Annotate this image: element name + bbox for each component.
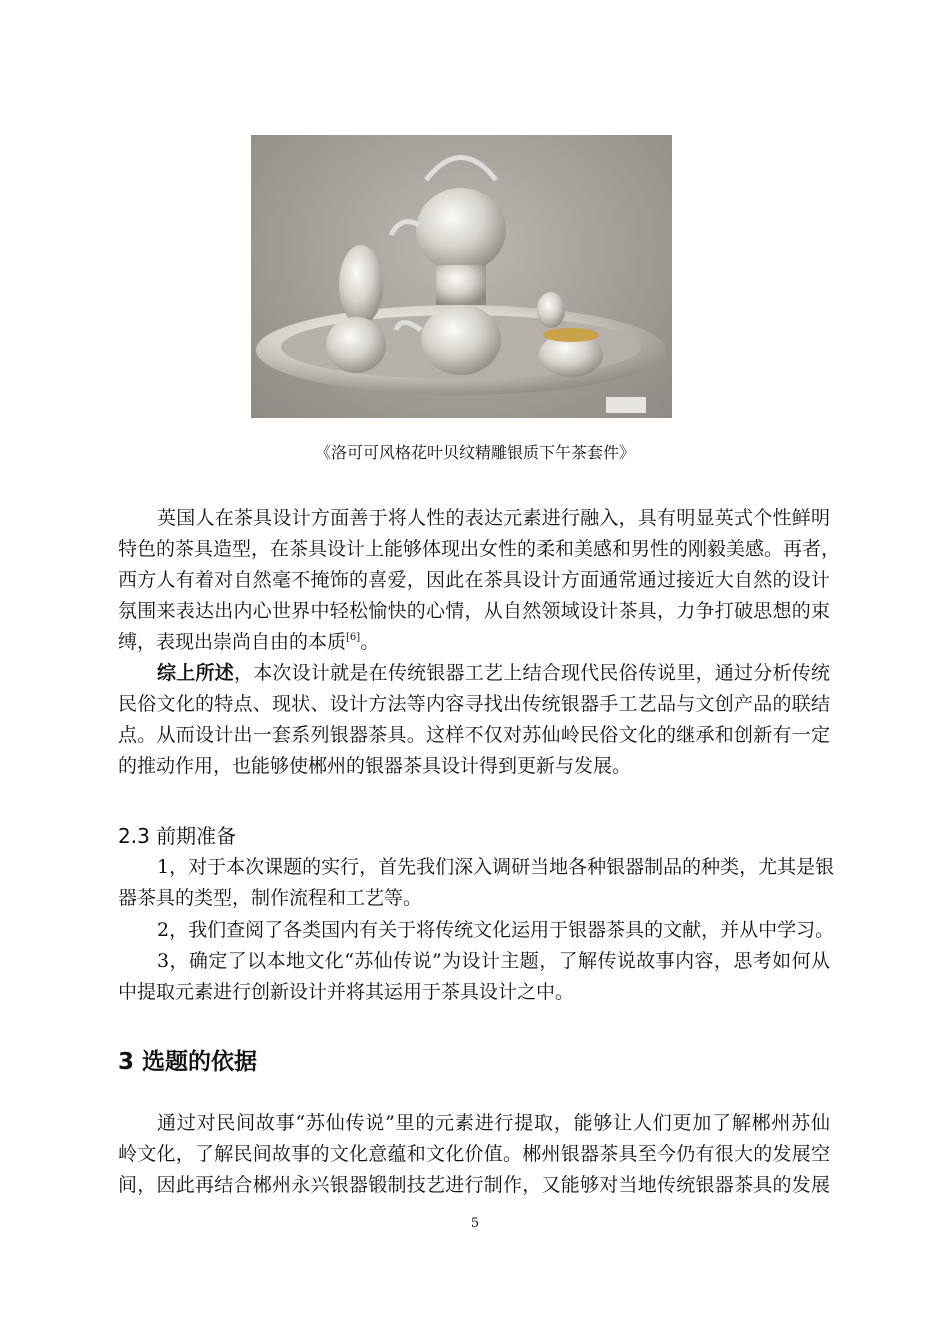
paragraph-line: 民俗文化的特点、现状、设计方法等内容寻找出传统银器手工艺品与文创产品的联结 <box>118 693 830 715</box>
paragraph-line: 中提取元素进行创新设计并将其运用于茶具设计之中。 <box>118 981 575 1003</box>
page-number: 5 <box>470 1216 480 1231</box>
citation: [6] <box>346 632 361 643</box>
paragraph-line: 特色的茶具造型，在茶具设计上能够体现出女性的柔和美感和男性的刚毅美感。再者， <box>118 538 841 560</box>
paragraph-line: 3，确定了以本地文化“苏仙传说”为设计主题，了解传说故事内容，思考如何从 <box>157 950 830 972</box>
paragraph-line: 1，对于本次课题的实行，首先我们深入调研当地各种银器制品的种类，尤其是银 <box>157 856 835 878</box>
paragraph-line: 通过对民间故事“苏仙传说”里的元素进行提取，能够让人们更加了解郴州苏仙 <box>157 1112 830 1134</box>
paragraph-line: 的推动作用，也能够使郴州的银器茶具设计得到更新与发展。 <box>118 755 632 777</box>
text: 。 <box>360 631 380 653</box>
tea-set-illustration <box>251 135 672 418</box>
paragraph-line: 器茶具的类型，制作流程和工艺等。 <box>118 887 423 909</box>
paragraph-line: 2，我们查阅了各类国内有关于将传统文化运用于银器茶具的文献，并从中学习。 <box>157 919 835 941</box>
paragraph-line: 英国人在茶具设计方面善于将人性的表达元素进行融入，具有明显英式个性鲜明 <box>157 507 830 529</box>
chapter-heading: 3 选题的依据 <box>118 1049 258 1075</box>
bold-lead: 综上所述 <box>157 662 234 684</box>
text: 缚，表现出崇尚自由的本质 <box>118 631 347 653</box>
paragraph-line <box>118 661 830 685</box>
paragraph-line: 岭文化，了解民间故事的文化意蕴和文化价值。郴州银器茶具至今仍有很大的发展空 <box>118 1143 830 1165</box>
paragraph-line: 点。从而设计出一套系列银器茶具。这样不仅对苏仙岭民俗文化的继承和创新有一定 <box>118 724 830 746</box>
text: ，本次设计就是在传统银器工艺上结合现代民俗传说里，通过分析传统 <box>233 662 830 684</box>
paragraph-line: 西方人有着对自然毫不掩饰的喜爱，因此在茶具设计方面通常通过接近大自然的设计 <box>118 569 830 591</box>
paragraph-line: 氛围来表达出内心世界中轻松愉快的心情，从自然领域设计茶具，力争打破思想的束 <box>118 600 830 622</box>
paragraph-line: 间，因此再结合郴州永兴银器锻制技艺进行制作，又能够对当地传统银器茶具的发展 <box>118 1174 830 1196</box>
silver-tea-set-photo <box>251 135 672 418</box>
figure-caption: 《洛可可风格花叶贝纹精雕银质下午茶套件》 <box>314 443 635 462</box>
section-heading: 2.3 前期准备 <box>118 824 237 848</box>
paragraph-line <box>118 630 830 654</box>
